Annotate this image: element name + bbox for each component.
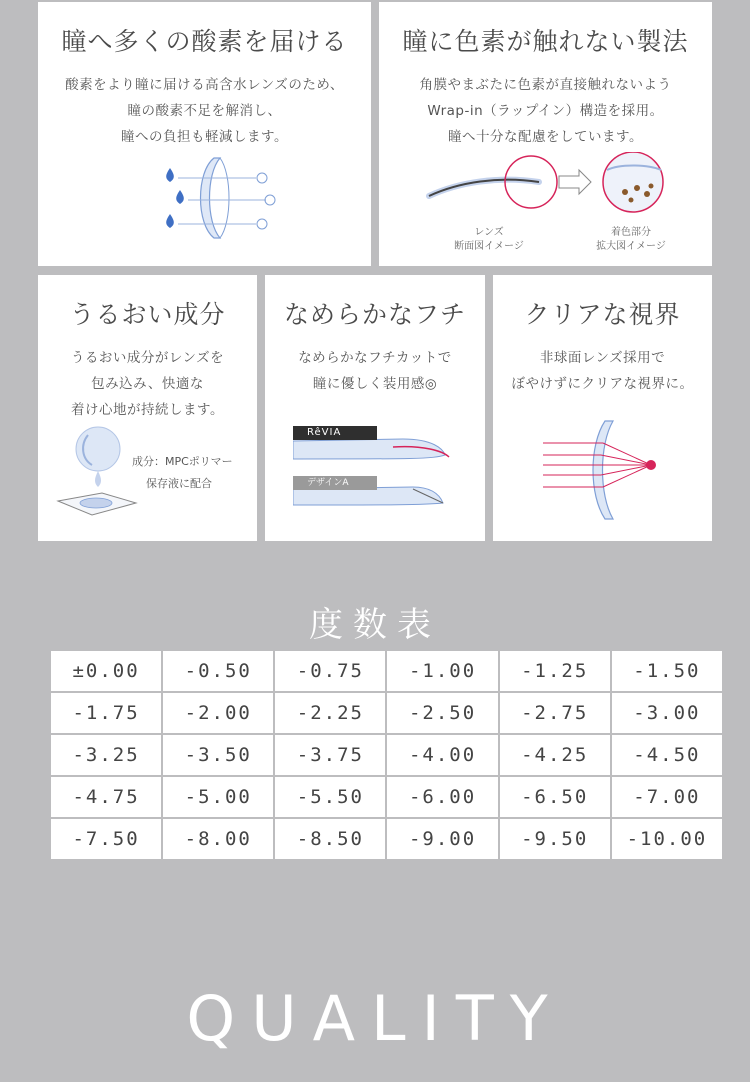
wrap-in-illustration (419, 152, 689, 224)
power-cell: -3.00 (612, 693, 722, 733)
power-cell: -6.00 (387, 777, 497, 817)
power-cell: -4.50 (612, 735, 722, 775)
card-title: うるおい成分 (69, 300, 226, 329)
power-cell: -1.25 (500, 651, 610, 691)
power-cell: -7.00 (612, 777, 722, 817)
power-row (51, 735, 722, 775)
power-table (49, 649, 724, 861)
card-description: 角膜やまぶたに色素が直接触れないよう Wrap-in（ラップイン）構造を採用。 瞳へ十分な配慮をしています。 (419, 77, 672, 145)
power-cell: -5.50 (275, 777, 385, 817)
power-cell: -7.50 (51, 819, 161, 859)
card-title: なめらかなフチ (283, 300, 466, 329)
feature-card-clear-vision (493, 275, 712, 541)
oxygen-lens-illustration (156, 154, 276, 242)
power-cell: -3.50 (163, 735, 273, 775)
power-cell: -10.00 (612, 819, 722, 859)
power-cell: -2.75 (500, 693, 610, 733)
power-row (51, 651, 722, 691)
power-cell: -2.25 (275, 693, 385, 733)
power-cell: -2.00 (163, 693, 273, 733)
power-cell: -4.00 (387, 735, 497, 775)
card-title: クリアな視界 (524, 300, 681, 329)
card-description: うるおい成分がレンズを 包み込み、快適な 着け心地が持続します。 (70, 350, 225, 418)
power-cell: ±0.00 (51, 651, 161, 691)
feature-card-wrap-in (379, 2, 712, 266)
power-cell: -4.75 (51, 777, 161, 817)
card-description: 酸素をより瞳に届ける高含水レンズのため、 瞳の酸素不足を解消し、 瞳への負担も軽減します。 (65, 77, 344, 145)
revia-label: RêVIA (293, 426, 377, 440)
aspheric-lens-illustration (539, 415, 669, 525)
power-cell: -3.75 (275, 735, 385, 775)
power-row (51, 693, 722, 733)
ingredient-text: 成分：MPCポリマー 保存液に配合 (132, 455, 233, 490)
power-cell: -9.50 (500, 819, 610, 859)
power-cell: -8.00 (163, 819, 273, 859)
color-part-label: 着色部分 拡大図イメージ (596, 227, 666, 252)
moisture-lens-illustration (52, 425, 142, 525)
power-cell: -9.00 (387, 819, 497, 859)
card-title: 瞳に色素が触れない製法 (402, 27, 689, 56)
power-row (51, 777, 722, 817)
power-row (51, 819, 722, 859)
card-description: 非球面レンズ採用で ぼやけずにクリアな視界に。 (511, 350, 694, 392)
power-cell: -2.50 (387, 693, 497, 733)
power-cell: -5.00 (163, 777, 273, 817)
design-a-label: デザインA (293, 476, 377, 490)
power-cell: -3.25 (51, 735, 161, 775)
power-cell: -6.50 (500, 777, 610, 817)
power-cell: -0.75 (275, 651, 385, 691)
power-cell: -1.50 (612, 651, 722, 691)
quality-footer: QUALITY (186, 982, 564, 1055)
feature-card-moisture (38, 275, 257, 541)
feature-card-oxygen (38, 2, 371, 266)
card-title: 瞳へ多くの酸素を届ける (61, 27, 348, 56)
power-cell: -0.50 (163, 651, 273, 691)
power-cell: -1.00 (387, 651, 497, 691)
power-cell: -1.75 (51, 693, 161, 733)
power-cell: -4.25 (500, 735, 610, 775)
power-cell: -8.50 (275, 819, 385, 859)
lens-section-label: レンズ 断面図イメージ (454, 227, 524, 252)
feature-card-smooth-edge (265, 275, 485, 541)
power-table-title: 度数表 (309, 605, 441, 645)
card-description: なめらかなフチカットで 瞳に優しく装用感◎ (298, 350, 452, 392)
